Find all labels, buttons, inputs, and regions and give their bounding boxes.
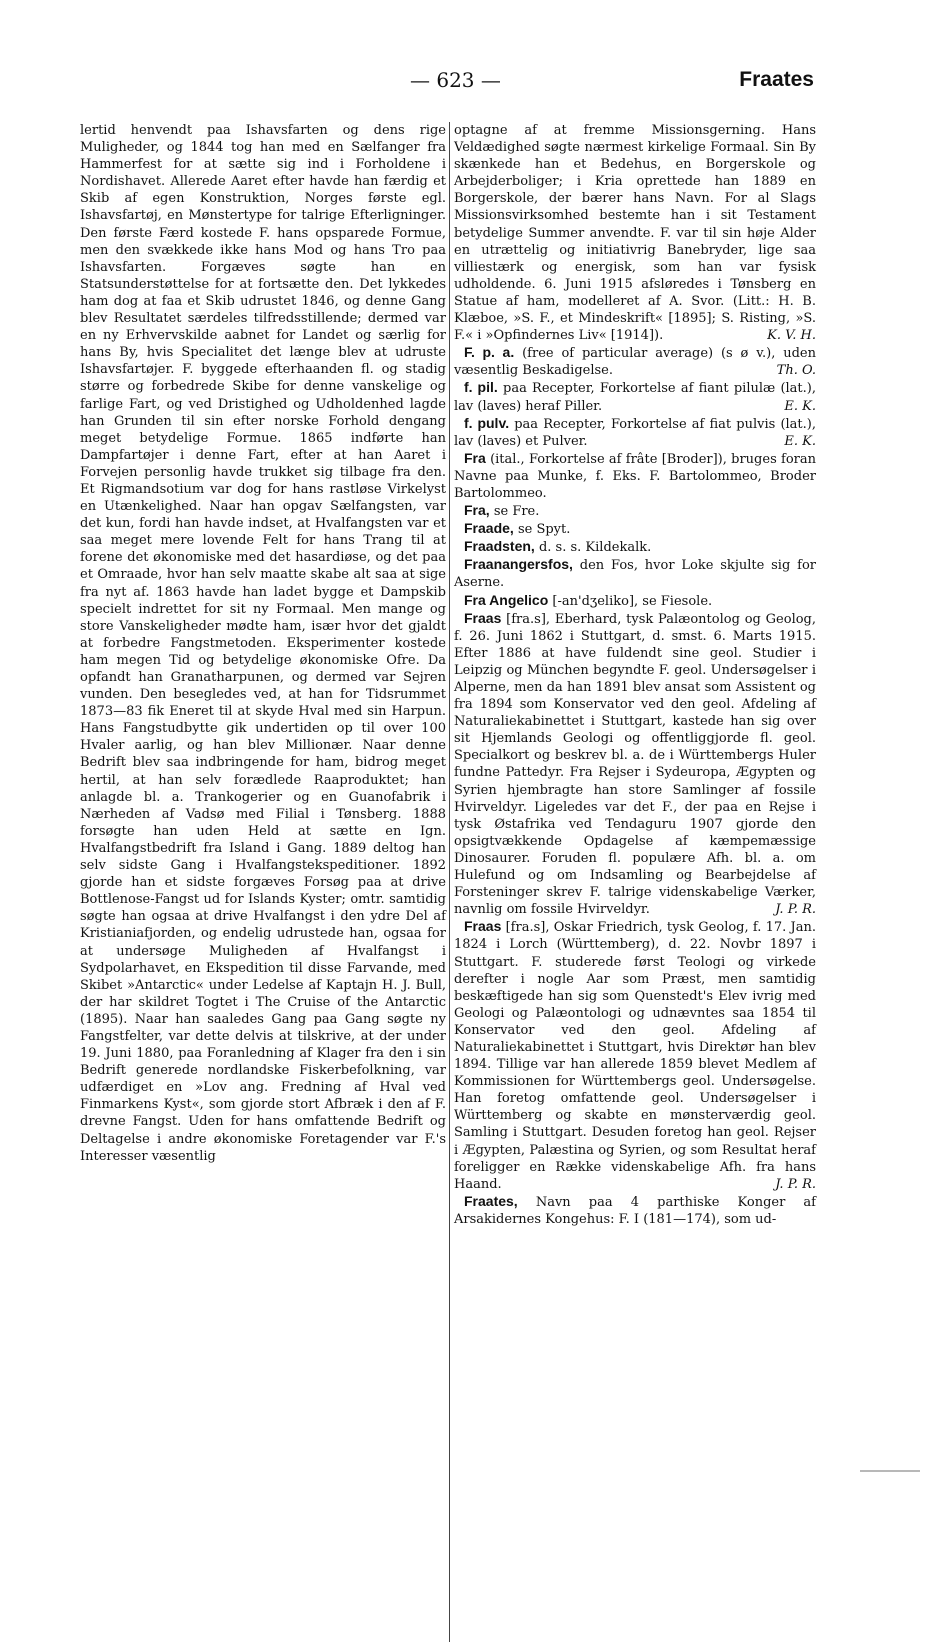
entry-f-p-a [454,344,816,379]
entry-lemma: f. pil. [464,379,498,396]
entry-fraas-eberhard [454,610,816,919]
entry-text: (ital., Forkortelse af frâte [Broder]), bruges foran Navne paa Munke, f. Eks. F. Bartolommeo, Broder Bartolommeo. [454,451,816,501]
entry-lemma: Fraade, [464,520,514,537]
entry-fraanangersfos [454,556,816,591]
left-column [80,122,446,1165]
entry-lemma: Fraanangersfos, [464,556,573,573]
entry-fraadsten [454,538,816,556]
entry-text: [fra.s], Eberhard, tysk Palæontolog og Geolog, f. 26. Juni 1862 i Stuttgart, d. smst. 6. Marts 1915. Efter 1886 at have fuldendt sine geol. Studier i Leipzig og München begyndte F. geol. Undersøgelser i Alperne, men da han 1891 blev ansat som Assistent og fra 1894 som Konservator ved den geol. Afdeling af Naturaliekabinettet i Stuttgart, kastede han sig over sit Hjemlands Geologi og offentliggjorde fl. geol. Specialkort og beskrev bl. a. de i Württembergs Huler fundne Pattedyr. Fra Rejser i Sydeuropa, Ægypten og Syrien hjembragte han store Samlinger af fossile Hvirveldyr. Ligeledes var det F., der paa en Rejse i tysk Østafrika ved Tendaguru 1907 gjorde den opsigtvækkende Opdagelse af kæmpemæssige Dinosaurer. Foruden fl. populære Afh. bl. a. om Hulefund og om Indsamling og Bearbejdelse af Forsteninger skrev F. talrige videnskabelige Værker, navnlig om fossile Hvirveldyr. [454,611,817,918]
entry-lemma: Fraadsten, [464,538,535,555]
page-header [80,68,814,102]
entry-lemma: Fraates, [464,1192,518,1209]
scan-artifact [860,1470,920,1472]
entry-text: Navn paa 4 parthiske Konger af Arsakidernes Kongehus: F. I (181—174), som ud- [454,1194,816,1227]
entry-signature: Th. O. [776,363,816,379]
entry-lemma: Fra [464,449,486,466]
entry-f-pulv [454,415,816,450]
entry-signature: J. P. R. [775,902,816,918]
entry-signature: K. V. H. [767,328,816,344]
running-head: Fraates [739,68,814,91]
entry-text: se Fre. [493,504,540,520]
entry-fraates [454,1193,816,1228]
column-divider [449,122,450,1642]
entry-lemma: F. p. a. [464,344,515,361]
entry-fra [454,502,816,520]
entry-text: d. s. s. Kildekalk. [538,540,652,556]
entry-fraade [454,520,816,538]
entry-text: paa Recepter, Forkortelse af fiat pulvis (lat.), lav (laves) et Pulver. [454,416,816,449]
entry-signature: E. K. [784,433,816,449]
entry-lemma: Fraas [464,609,502,626]
entry-lemma: Fraas [464,918,502,935]
entry-fra-ital [454,450,816,502]
entry-text: den Fos, hvor Loke skjulte sig for Aserne. [454,558,816,591]
entry-text: (free of particular average) (s ø v.), uden væsentlig Beskadigelse. [454,346,816,379]
entry-f-pil [454,379,816,414]
entry-text: [fra.s], Oskar Friedrich, tysk Geolog, f. 17. Jan. 1824 i Lorch (Württemberg), d. 22. Novbr 1897 i Stuttgart. F. studerede først Teologi og virkede derefter i nogle Aar som Præst, men samtidig beskæftigede han sig som Quenstedt's Elev ivrig med Geologi og Palæontologi og udnævntes saa 1854 til Konservator ved den geol. Afdeling af Naturaliekabinettet i Stuttgart, hvis Direktør han blev 1894. Tillige var han allerede 1859 blevet Medlem af Kommissionen for Württembergs geol. Undersøgelse. Han foretog omfattende geol. Undersøgelser i Württemberg og skabte en mønsterværdig geol. Samling i Stuttgart. Desuden foretog han geol. Rejser i Ægypten, Palæstina og Syrien, og som Resultat heraf foreligger en Række videnskabelige Afh. fra hans Haand. [454,920,816,1192]
entry-text: [-an'dʒeliko], se Fiesole. [552,593,713,609]
entry-signature: E. K. [784,398,816,414]
page-number: — 623 — [410,68,501,92]
entry-signature: J. P. R. [775,1176,816,1192]
entry-lemma: Fra Angelico [464,591,549,608]
entry-fraas-oskar [454,918,816,1193]
entry-text: se Spyt. [517,522,571,538]
entry-lemma: Fra, [464,502,490,519]
entry-text: paa Recepter, Forkortelse af fiant pilulæ (lat.), lav (laves) heraf Piller. [454,381,816,414]
entry-lemma: f. pulv. [464,414,510,431]
left-column-text: lertid henvendt paa Ishavsfarten og dens rige Muligheder, og 1844 tog han med en Sælfanger fra Hammerfest for at sætte sig ind i Forholdene i Nordishavet. Allerede Aaret efter havde han færdig et Skib af egen Konstruktion, Norges første egl. Ishavsfartøj, en Mønstertype for talrige Efterligninger. Den første Færd kostede F. hans opsparede Formue, men den svækkede ikke hans Mod og hans Tro paa Ishavsfarten. Forgæves søgte han en Statsunderstøttelse for at fortsætte den. Det lykkedes ham dog at faa et Skib udrustet 1846, og denne Gang blev Resultatet særdeles tilfredsstillende; dermed var en ny Erhvervskilde aabnet for Landet og særlig for hans By, hvis Specialitet det længe blev at udruste Ishavsfartøjer. F. byggede efterhaanden fl. og stadig større og forbedrede Skibe for denne vanskelige og farlige Fart, og ved Dristighed og Udholdenhed lagde han Grunden til sin efter norske Forhold dengang meget betydelige Formue. 1865 indførte han Dampfartøjer i denne Fart, efter at han Aaret i Forvejen personlig havde trukket sig tilbage fra den. Et Rigmandsotium var dog for hans rastløse Virkelyst en Utænkelighed. Naar han opgav Sælfangsten, var det kun, fordi han havde indset, at Hvalfangsten var et saa meget mere lovende Felt for hans Trang til at forene det økonomiske med det hasardiøse, og det paa et Omraade, hvor han selv maatte skabe alt saa at sige fra nyt af. 1863 havde han ladet bygge et Dampskib specielt indrettet for sit ny Formaal. Men mange og store Vanskeligheder mødte ham, især hvor det gjaldt at forbedre Fangstmetoden. Eksperimenter kostede ham megen Tid og betydelige økonomiske Ofre. Da opfandt han Granatharpunen, og dermed var Sejren vunden. Den besegledes ved, at han for Tidsrummet 1873—83 fik Eneret til at skyde Hval med sin Harpun. Hans Fangstudbytte gik undertiden op til over 100 Hvaler aarlig, og han blev Millionær. Naar denne Bedrift blev saa indbringende for ham, bidrog meget hertil, at han selv forædlede Raaproduktet; han anlagde bl. a. Trankogerier og en Guanofabrik i Nærheden af Vadsø med Filial i Tønsberg. 1888 forsøgte han uden Held at sætte en Ign. Hvalfangstbedrift fra Island i Gang. 1889 deltog han selv sidste Gang i Hvalfangstekspeditioner. 1892 gjorde han et sidste forgæves Forsøg paa at drive Bottlenose-Fangst ud for Islands Kyster; omtr. samtidig søgte han ogsaa at drive Hvalfangst i den ydre Del af Kristianiafjorden, og endelig udrustede han, ogsaa for at undersøge Muligheden af Hvalfangst i Sydpolarhavet, en Ekspedition til disse Farvande, med Skibet »Antarctic« under Ledelse af Kaptajn H. J. Bull, der har skildret Togtet i The Cruise of the Antarctic (1895). Naar han saaledes Gang paa Gang søgte ny Fangstfelter, var dette delvis at tilskrive, at der under 19. Juni 1880, paa Foranledning af Klager fra den i sin Bedrift generede nordlandske Fiskerbefolkning, var udfærdiget en »Lov ang. Fredning af Hval ved Finmarkens Kyst«, som gjorde stort Afbræk i den af F. drevne Fangst. Uden for hans omfattende Bedrift og Deltagelse i andre økonomiske Foretagender var F.'s Interesser væsentlig [80,123,446,1164]
entry-continuation [454,122,816,344]
entry-fra-angelico [454,592,816,610]
right-column [454,122,816,1228]
entry-text: optagne af at fremme Missionsgerning. Hans Veldædighed søgte nærmest kirkelige Formaal. Sin By skænkede han et Bedehus, en Borgerskole og Arbejderboliger; i Kria oprettede han 1889 en Borgerskole, der bærer hans Navn. For al Slags Missionsvirksomhed bestemte han i sit Testament betydelige Summer anvendte. F. var til sin høje Alder en utrættelig og initiativrig Banebryder, lige saa villiestærk og energisk, som han var fysisk udholdende. 6. Juni 1915 afsløredes i Tønsberg en Statue af ham, modelleret af A. Svor. (Litt.: H. B. Klæboe, »S. F., et Mindeskrift« [1895]; S. Risting, »S. F.« i »Opfindernes Liv« [1914]). [454,123,816,344]
